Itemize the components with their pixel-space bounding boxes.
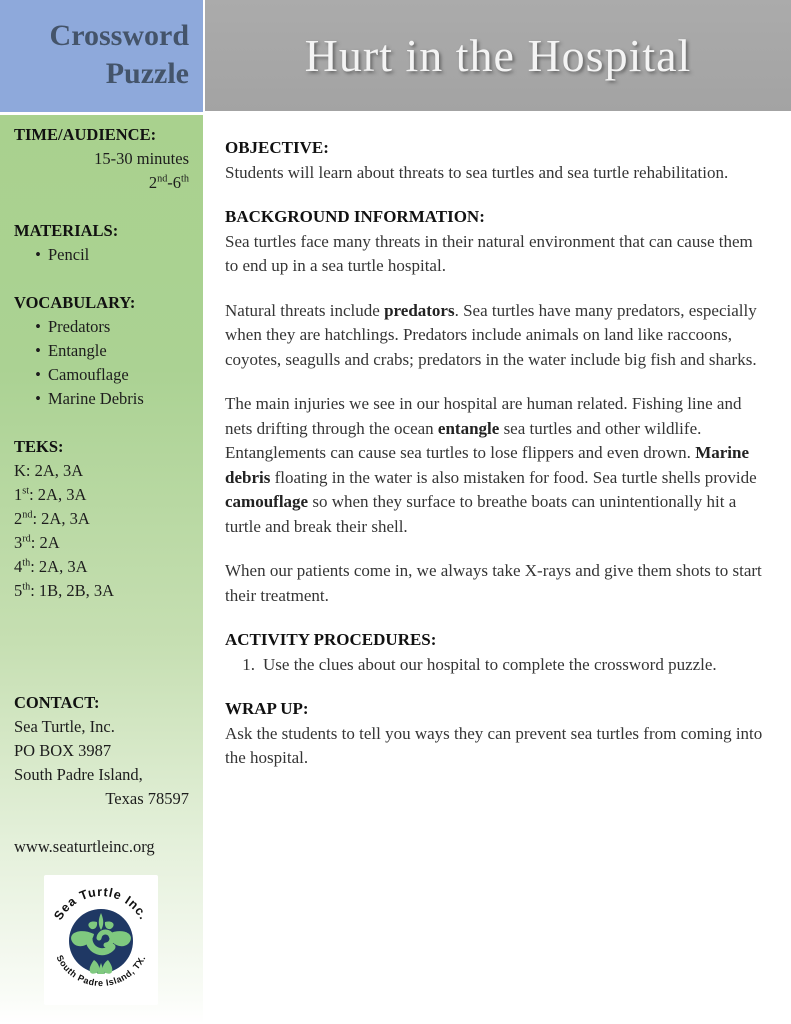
- sea-turtle-logo: [44, 875, 158, 1005]
- material-item: Pencil: [48, 245, 90, 264]
- list-item: [14, 363, 189, 387]
- duration-value: 15-30 minutes: [94, 149, 189, 168]
- materials-section: [14, 219, 189, 267]
- vocabulary-section: [14, 291, 189, 411]
- page-header: [205, 0, 791, 111]
- wrap-up-heading: WRAP UP:: [225, 699, 309, 718]
- vocab-item: Marine Debris: [48, 389, 144, 408]
- vocab-item: Entangle: [48, 341, 107, 360]
- background-p3: The main injuries we see in our hospital are human related. Fishing line and nets drifting through the ocean entangle sea turtles and other wildlife. Entanglements can cause sea turtles to lose flippers and even drown. Marine debris floating in the water is also mistaken for food. Sea turtle shells provide camouflage so when they surface to breathe boats can unintentionally hit a turtle and break their shell.: [225, 394, 757, 536]
- background-heading: BACKGROUND INFORMATION:: [225, 207, 485, 226]
- activity-section: [225, 628, 770, 677]
- background-p4: When our patients come in, we always take X-rays and give them shots to start their treatment.: [225, 561, 762, 605]
- teks-heading: TEKS:: [14, 437, 64, 456]
- background-p2: Natural threats include predators. Sea turtles have many predators, especially when they are hatchlings. Predators include animals on land like raccoons, coyotes, seagulls and crabs; predators in the water include big fish and sharks.: [225, 300, 757, 369]
- vocab-item: Camouflage: [48, 365, 129, 384]
- grades-value: 2nd-6th: [148, 173, 189, 192]
- teks-line: K: 2A, 3A: [14, 461, 84, 480]
- contact-line: Texas 78597: [105, 789, 189, 808]
- vocab-item: Predators: [48, 317, 111, 336]
- teks-line: 4th: 2A, 3A: [14, 557, 88, 576]
- teks-line: 2nd: 2A, 3A: [14, 509, 90, 528]
- step-number: 1.: [242, 654, 255, 674]
- kicker-line-1: Crossword: [49, 19, 189, 52]
- teks-line: 1st: 2A, 3A: [14, 485, 87, 504]
- crossword-puzzle-banner: [0, 0, 203, 112]
- contact-line: South Padre Island,: [14, 765, 143, 784]
- activity-step: [225, 653, 770, 678]
- logo-arc-bottom-text: South Padre Island, TX.: [54, 953, 148, 988]
- logo-arc-top-text: Sea Turtle Inc.: [51, 884, 151, 923]
- term-camouflage: camouflage: [225, 492, 309, 511]
- objective-body: Students will learn about threats to sea turtles and sea turtle rehabilitation.: [225, 162, 729, 182]
- contact-line: Sea Turtle, Inc.: [14, 717, 115, 736]
- bullet-icon: •: [35, 341, 41, 360]
- term-entangle: entangle: [437, 418, 500, 438]
- vocabulary-heading: VOCABULARY:: [14, 293, 136, 312]
- teks-line: 5th: 1B, 2B, 3A: [14, 581, 115, 600]
- materials-heading: MATERIALS:: [14, 221, 119, 240]
- teks-line: 3rd: 2A: [14, 533, 60, 552]
- list-item: [14, 387, 189, 411]
- list-item: [14, 339, 189, 363]
- background-p1: Sea turtles face many threats in their natural environment that can cause them to end up in a sea turtle hospital.: [225, 231, 753, 275]
- wrap-up-body: Ask the students to tell you ways they can prevent sea turtles from coming into the hospital.: [225, 723, 763, 767]
- list-item: [14, 243, 189, 267]
- bullet-icon: •: [35, 389, 41, 408]
- contact-heading: CONTACT:: [14, 693, 100, 712]
- kicker-line-2: Puzzle: [105, 57, 189, 90]
- objective-heading: OBJECTIVE:: [225, 138, 329, 157]
- list-item: [14, 315, 189, 339]
- wrap-up-section: [225, 697, 770, 771]
- time-audience-heading: TIME/AUDIENCE:: [14, 125, 157, 144]
- bullet-icon: •: [35, 245, 41, 264]
- bullet-icon: •: [35, 365, 41, 384]
- objective-section: [225, 136, 770, 185]
- term-predators: predators: [384, 300, 455, 320]
- turtle-icon: [44, 875, 158, 1005]
- time-audience-section: [14, 123, 189, 195]
- bullet-icon: •: [35, 317, 41, 336]
- step-text: Use the clues about our hospital to complete the crossword puzzle.: [263, 654, 717, 674]
- activity-heading: ACTIVITY PROCEDURES:: [225, 630, 437, 649]
- sidebar: [0, 115, 203, 1024]
- main-content: [225, 136, 770, 791]
- contact-line: PO BOX 3987: [14, 741, 112, 760]
- term-marine-debris: Marine debris: [225, 443, 750, 487]
- contact-section: [14, 691, 189, 859]
- background-section: [225, 205, 770, 608]
- teks-section: [14, 435, 189, 603]
- page-title: Hurt in the Hospital: [304, 30, 692, 81]
- website-url: www.seaturtleinc.org: [14, 837, 155, 856]
